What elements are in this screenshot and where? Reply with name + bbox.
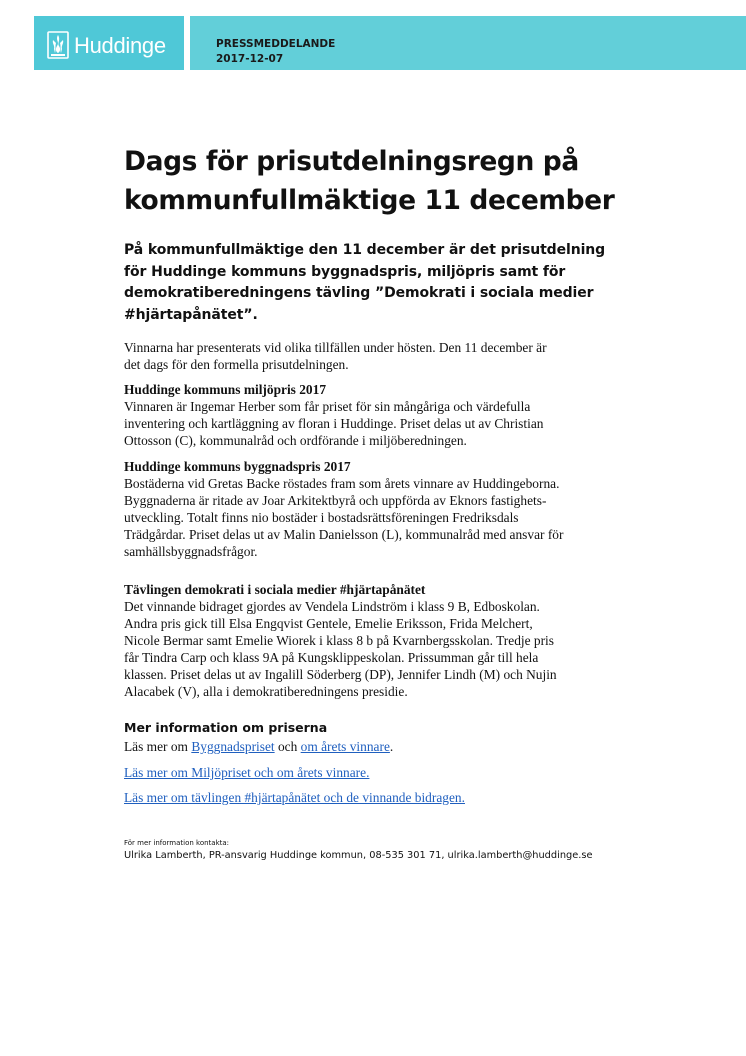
tavling-line: Andra pris gick till Elsa Engqvist Gentele, Emelie Eriksson, Frida Melchert, (124, 616, 533, 631)
page-title (124, 142, 644, 220)
lead-paragraph (124, 240, 624, 326)
byggnadspris-line: Bostäderna vid Gretas Backe röstades fram som årets vinnare av Huddingeborna. (124, 476, 560, 491)
byggnadspris-line: utveckling. Totalt finns nio bostäder i bostadsrättsföreningen Fredriksdals (124, 510, 519, 525)
byggnadspriset-link[interactable]: Byggnadspriset (191, 739, 275, 754)
byggnadspris-heading: Huddinge kommuns byggnadspris 2017 (124, 459, 351, 474)
tavling-line: får Tindra Carp och klass 9A på Kungsklippeskolan. Prissumman går till hela (124, 650, 539, 665)
byggnadspris-line: samhällsbyggnadsfrågor. (124, 544, 258, 559)
title-line-2: kommunfullmäktige 11 december (124, 185, 615, 216)
hjartapanatet-link[interactable]: Läs mer om tävlingen #hjärtapånätet och de vinnande bidragen. (124, 790, 465, 805)
contact-details: Ulrika Lamberth, PR-ansvarig Huddinge kommun, 08-535 301 71, ulrika.lamberth@huddinge.se (124, 850, 593, 861)
lead-line-4: #hjärtapånätet”. (124, 306, 258, 323)
intro-paragraph (124, 339, 624, 373)
more-info-line-2 (124, 764, 369, 781)
tavling-line: Alacabek (V), alla i demokratiberedningens presidie. (124, 684, 408, 699)
huddinge-emblem-icon (47, 31, 69, 59)
miljopris-line: Ottosson (C), kommunalråd och ordförande i miljöberedningen. (124, 433, 467, 448)
tavling-line: klassen. Priset delas ut av Ingalill Söderberg (DP), Jennifer Lindh (M) och Nujin (124, 667, 557, 682)
header-label-block (216, 37, 335, 67)
more-info-suffix: . (389, 739, 394, 754)
byggnadspris-paragraph (124, 475, 624, 560)
tavling-paragraph (124, 598, 624, 700)
tavling-section (124, 581, 624, 700)
intro-section (124, 339, 624, 373)
lead-line-1: På kommunfullmäktige den 11 december är det prisutdelning (124, 242, 606, 258)
tavling-heading: Tävlingen demokrati i sociala medier #hjärtapånätet (124, 582, 426, 597)
title-line-1: Dags för prisutdelningsregn på (124, 146, 579, 177)
byggnadspris-line: Byggnaderna är ritade av Joar Arkitektbyrå och uppförda av Eknors fastighets- (124, 493, 547, 508)
document-date: 2017-12-07 (216, 53, 284, 65)
byggnadspris-line: Trädgårdar. Priset delas ut av Malin Danielsson (L), kommunalråd med ansvar för (124, 527, 564, 542)
more-info-heading: Mer information om priserna (124, 720, 328, 735)
miljopris-section (124, 381, 624, 449)
tavling-line: Nicole Bermar samt Emelie Wiorek i klass 8 b på Kvarnbergsskolan. Tredje pris (124, 633, 554, 648)
arets-vinnare-link[interactable]: om årets vinnare (300, 739, 390, 754)
document-type-label: PRESSMEDDELANDE (216, 38, 336, 50)
miljopriset-link[interactable]: Läs mer om Miljöpriset och om årets vinnare. (124, 765, 370, 780)
miljopris-heading: Huddinge kommuns miljöpris 2017 (124, 382, 327, 397)
intro-line-1: Vinnarna har presenterats vid olika tillfällen under hösten. Den 11 december är (124, 340, 547, 355)
tavling-line: Det vinnande bidraget gjordes av Vendela Lindström i klass 9 B, Edboskolan. (124, 599, 540, 614)
more-info-prefix: Läs mer om (124, 739, 192, 754)
more-info-line-3 (124, 789, 465, 806)
contact-label: För mer information kontakta: (124, 839, 230, 847)
lead-line-2: för Huddinge kommuns byggnadspris, miljöpris samt för (124, 263, 566, 280)
miljopris-line: inventering och kartläggning av floran i Huddinge. Priset delas ut av Christian (124, 416, 544, 431)
miljopris-line: Vinnaren är Ingemar Herber som får priset för sin mångåriga och värdefulla (124, 399, 531, 414)
huddinge-logo-text: Huddinge (74, 33, 166, 58)
miljopris-paragraph (124, 398, 624, 449)
lead-line-3: demokratiberedningens tävling ”Demokrati i sociala medier (124, 285, 594, 301)
byggnadspris-section (124, 458, 624, 560)
intro-line-2: det dags för den formella prisutdelningen. (124, 357, 349, 372)
more-info-mid: och (274, 739, 301, 754)
more-info-line-1 (124, 738, 393, 755)
